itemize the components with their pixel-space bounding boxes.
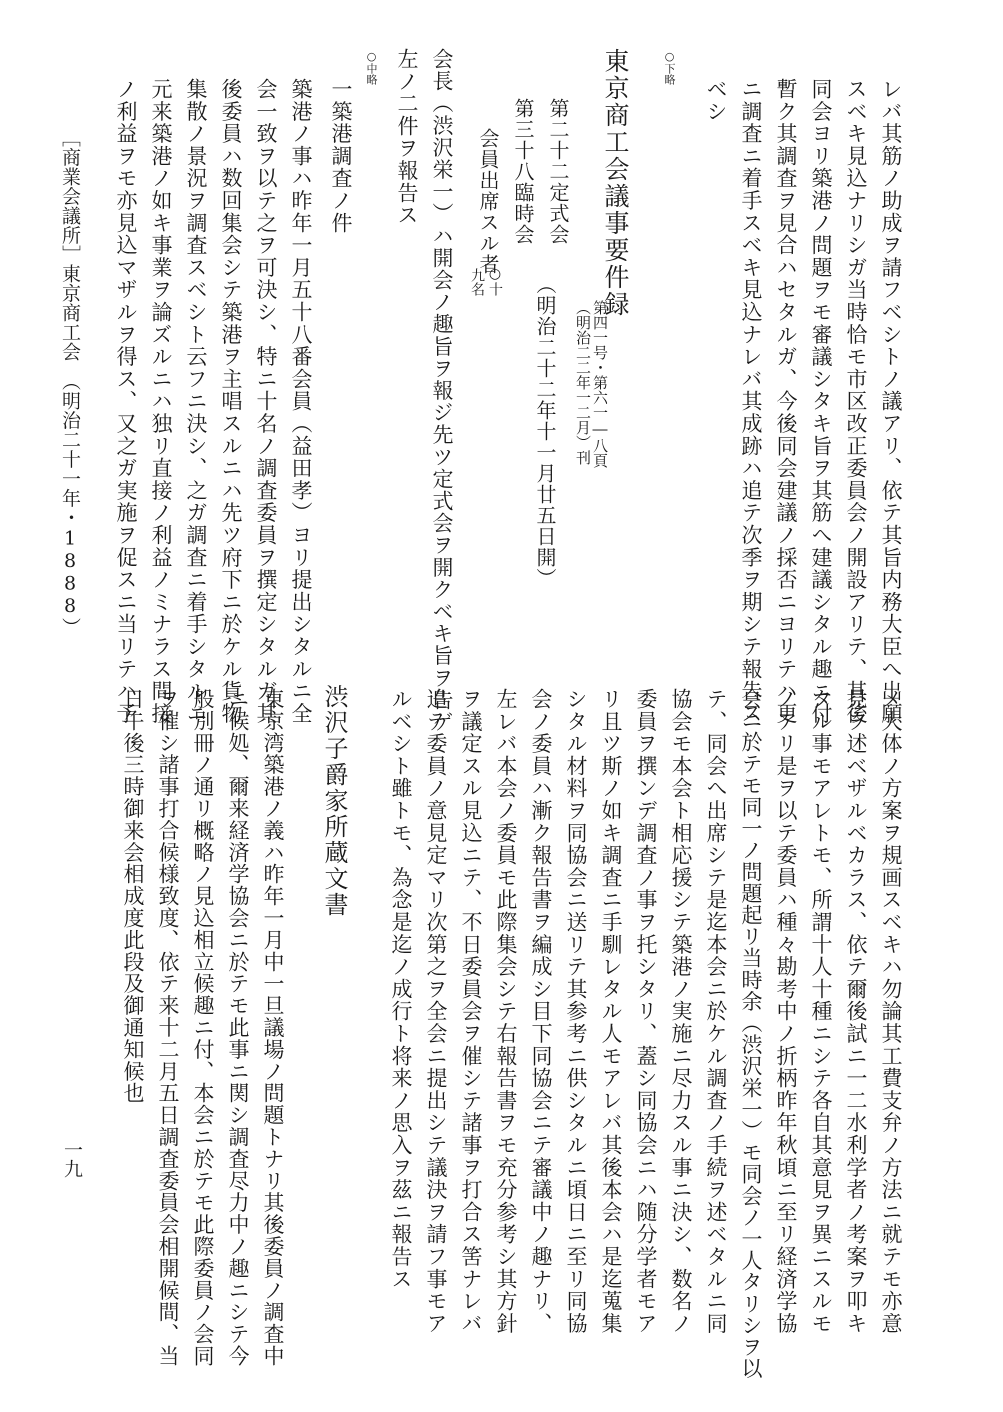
- letter-column: 日午後三時御来会相成度此段及御通知候也: [121, 688, 145, 1105]
- item-column: 集散ノ景況ヲ調査スベシト云フニ決シ、之ガ調査ニ着手シタルニ: [184, 78, 208, 725]
- body-column: 暫ク其調査ヲ見合ハセタルガ、今後同会建議ノ採否ニヨリテハ更: [774, 78, 798, 725]
- body-column: 同会ヨリ築港ノ問題ヲモ審議シタキ旨ヲ其筋へ建議シタル趣ニ付: [809, 78, 833, 725]
- body-column: レバ其筋ノ助成ヲ請フベシトノ議アリ、依テ其旨内務大臣へ出願: [879, 78, 903, 725]
- footer-source: ［商業会議所］: [59, 128, 81, 265]
- body-column: メ大体ノ方案ヲ規画スベキハ勿論其工費支弁ノ方法ニ就テモ亦意: [879, 688, 903, 1335]
- chair-statement: 会長（渋沢栄一）ハ開会ノ趣旨ヲ報ジ先ツ定式会ヲ開クベキ旨ヲ告ゲ: [430, 48, 454, 734]
- attendance-count: 九名: [469, 268, 485, 296]
- body-column: 追テ委員ノ意見定マリ次第之ヲ全会ニ提出シテ議決ヲ請フ事モア: [424, 688, 448, 1335]
- body-column: ヲ議定スル見込ニテ、不日委員会ヲ催シテ諸事ヲ打合ス筈ナレバ: [459, 688, 483, 1335]
- body-column: 委員ヲ撰ンデ調査ノ事ヲ托シタリ、蓋シ同協会ニハ随分学者モア: [634, 688, 658, 1335]
- body-column: リ且ツ斯ノ如キ調査ニ手馴レタル人モアレバ其後本会ハ是迄蒐集: [599, 688, 623, 1335]
- body-column: 見ヲ述ベザルベカラス、依テ爾後試ニ一二水利学者ノ考案ヲ叩キ: [844, 688, 868, 1335]
- meeting-title: 第三十八臨時会: [511, 98, 535, 245]
- body-column: テ、同会へ出席シテ是迄本会ニ於ケル調査ノ手続ヲ述ベタルニ同: [704, 688, 728, 1335]
- item-column: ノ利益ヲモ亦見込マザルヲ得ス、又之ガ実施ヲ促スニ当リテハ予: [114, 78, 138, 725]
- meeting-title: 第二十二定式会: [546, 98, 570, 245]
- letter-column: 般別冊ノ通リ概略ノ見込相立候趣ニ付、本会ニ於テモ此際委員ノ会同: [191, 688, 215, 1367]
- item-column: 元来築港ノ如キ事業ヲ論ズルニハ独リ直接ノ利益ノミナラス間接: [149, 78, 173, 725]
- item-column: 会一致ヲ以テ之ヲ可決シ、特ニ十名ノ調査委員ヲ撰定シタルガ其: [254, 78, 278, 725]
- item-column: 築港ノ事ハ昨年一月五十八番会員（益田孝）ヨリ提出シタルニ全: [289, 78, 313, 725]
- footer-section: 東京商工会 （明治二十一年・1888）: [59, 264, 81, 637]
- item-column: 後委員ハ数回集会シテ築港ヲ主唱スルニハ先ツ府下ニ於ケル貨物: [219, 78, 243, 725]
- attendance-mark: ○十: [487, 266, 503, 296]
- body-column: 左レバ本会ノ委員モ此際集会シテ右報告書ヲモ充分参考シ其方針: [494, 688, 518, 1335]
- page-number: 一九: [61, 1140, 83, 1178]
- body-column: ノアリ是ヲ以テ委員ハ種々勘考中ノ折柄昨年秋頃ニ至リ経済学協: [774, 688, 798, 1335]
- collection-title: 渋沢子爵家所蔵文書: [320, 684, 348, 918]
- body-column: 協会モ本会ト相応援シテ築港ノ実施ニ尽力スル事ニ決シ、数名ノ: [669, 688, 693, 1335]
- body-column: タル事モアレトモ、所謂十人十種ニシテ各自其意見ヲ異ニスルモ: [809, 688, 833, 1335]
- chair-statement: 左ノ二件ヲ報告ス: [395, 48, 419, 227]
- omission-mark: ○中略: [365, 50, 378, 85]
- document-reference: （明治二二年一二月）刊: [574, 300, 592, 465]
- attendance-label: 会員出席スル者: [476, 128, 500, 275]
- letter-column: ヲ催シ諸事打合候様致度、依テ来十二月五日調査委員会相開候間、当: [156, 688, 180, 1367]
- body-column: 会ニ於テモ同一ノ問題起リ当時余（渋沢栄一）モ同会ノ一人タリシヲ以: [739, 688, 763, 1380]
- item-heading: 一築港調査ノ件: [329, 78, 353, 235]
- body-column: ニ調査ニ着手スベキ見込ナレバ其成跡ハ追テ次季ヲ期シテ報告ス: [739, 78, 763, 725]
- letter-column: ニ候処、爾来経済学協会ニ於テモ此事ニ関シ調査尽力中ノ趣ニシテ今: [226, 688, 250, 1367]
- document-reference: 第四一号・第六一―八頁: [591, 300, 609, 468]
- body-column: ルベシト雖トモ、為念是迄ノ成行ト将来ノ思入ヲ茲ニ報告ス: [389, 688, 413, 1291]
- body-column: ベシ: [704, 78, 728, 123]
- body-column: スベキ見込ナリシガ当時恰モ市区改正委員会ノ開設アリテ、其後: [844, 78, 868, 725]
- omission-mark: ○下略: [663, 50, 676, 85]
- meeting-date: （明治二十二年十一月廿五日開）: [533, 274, 557, 589]
- body-column: シタル材料ヲ同協会ニ送リテ其参考ニ供シタルニ頃日ニ至リ同協: [564, 688, 588, 1335]
- document-title: 東京商工会議事要件録: [601, 48, 630, 318]
- body-column: 会ノ委員ハ漸ク報告書ヲ編成シ目下同協会ニテ審議中ノ趣ナリ、: [529, 688, 553, 1335]
- letter-column: 東京湾築港ノ義ハ昨年一月中一旦議場ノ問題トナリ其後委員ノ調査中: [261, 688, 285, 1367]
